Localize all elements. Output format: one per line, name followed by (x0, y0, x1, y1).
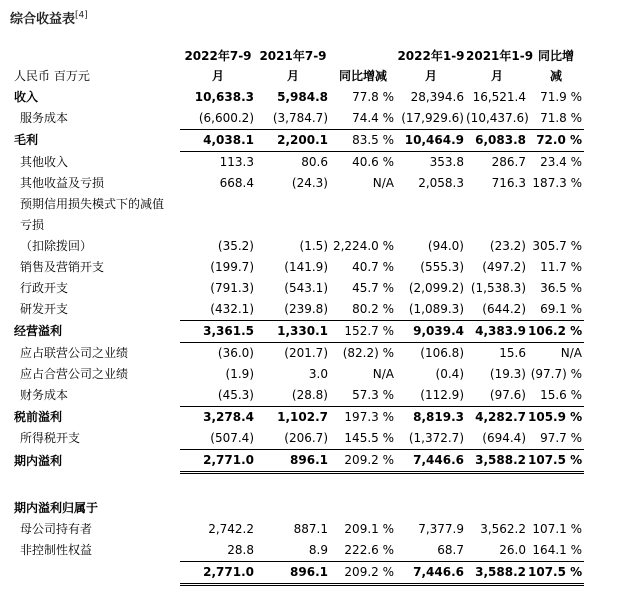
footnote-ref: [4] (75, 10, 88, 21)
table-row-gross-profit: 毛利 4,038.1 2,200.1 83.5 % 10,464.9 6,083.8 72.0 % (14, 130, 584, 152)
table-row-owners-of-parent: 母公司持有者 2,742.2 887.1 209.1 % 7,377.9 3,562.2 107.1 % (20, 522, 582, 536)
table-row-selling-marketing: 销售及营销开支 (199.7) (141.9) 40.7 % (555.3) (497.2) 11.7 % (20, 260, 582, 274)
col-header-yoy-9m: 同比增 (537, 48, 574, 63)
header-row-bottom: 人民币 百万元 月 月 同比增减 月 月 减 (14, 66, 584, 87)
table-row-total-attributable: 2,771.0 896.1 209.2 % 7,446.6 3,588.2 107.5 % (14, 562, 584, 585)
col-header-q3-2022: 2022年7-9 (184, 48, 252, 63)
table-row-share-joint-ventures: 应占合营公司之业绩 (1.9) 3.0 N/A (0.4) (19.3) (97.7) % (20, 367, 582, 381)
col-header-yoy-q3: 同比增减 (338, 69, 387, 83)
col-header-9m-2022: 2022年1-9 (397, 48, 465, 63)
table-row-revenue: 收入 10,638.3 5,984.8 77.8 % 28,394.6 16,521.4 71.9 % (14, 90, 582, 104)
col-header-9m-2021: 2021年1-9 (466, 48, 534, 63)
table-row-finance-costs: 财务成本 (45.3) (28.8) 57.3 % (112.9) (97.6) 15.6 % (14, 385, 584, 407)
table-row-other-income: 其他收入 113.3 80.6 40.6 % 353.8 286.7 23.4 % (20, 154, 582, 169)
table-row-profit-for-period: 期内溢利 2,771.0 896.1 209.2 % 7,446.6 3,588.2 107.5 % (14, 450, 584, 473)
unit-label: 人民币 百万元 (14, 69, 90, 83)
table-row-income-tax: 所得税开支 (507.4) (206.7) 145.5 % (1,372.7) (694.4) 97.7 % (14, 428, 584, 450)
table-row-impairment-line1: 预期信用损失模式下的减值 (20, 197, 165, 211)
table-row-attributable-to: 期内溢利归属于 (14, 501, 99, 515)
col-header-q3-2021: 2021年7-9 (259, 48, 327, 63)
table-row-research-development: 研发开支 (432.1) (239.8) 80.2 % (1,089.3) (644.2) 69.1 % (14, 299, 584, 321)
table-row-operating-profit: 经营溢利 3,361.5 1,330.1 152.7 % 9,039.4 4,383.9 106.2 % (14, 321, 584, 343)
table-row-profit-before-tax: 税前溢利 3,278.4 1,102.7 197.3 % 8,819.3 4,282.7 105.9 % (14, 409, 583, 424)
table-row-impairment-line2: 亏损 (20, 218, 45, 232)
table-row-share-associates: 应占联营公司之业绩 (36.0) (201.7) (82.2) % (106.8) 15.6 N/A (20, 345, 582, 360)
header-row-top (14, 46, 584, 66)
income-statement-table (14, 46, 584, 586)
table-row-non-controlling-interests: 非控制性权益 28.8 8.9 222.6 % 68.7 26.0 164.1 % (14, 540, 584, 562)
page-title: 综合收益表[4] (10, 10, 88, 27)
table-row-impairment-net: （扣除拨回） (35.2) (1.5) 2,224.0 % (94.0) (23.2) 305.7 % (20, 239, 582, 253)
table-row-other-gains-losses: 其他收益及亏损 668.4 (24.3) N/A 2,058.3 716.3 187.3 % (20, 176, 582, 190)
table-row-administrative: 行政开支 (791.3) (543.1) 45.7 % (2,099.2) (1,538.3) 36.5 % (20, 281, 582, 295)
table-row-cost-of-services: 服务成本 (6,600.2) (3,784.7) 74.4 % (17,929.6) (10,437.6) 71.8 % (14, 108, 584, 130)
table-spacer (14, 473, 584, 499)
